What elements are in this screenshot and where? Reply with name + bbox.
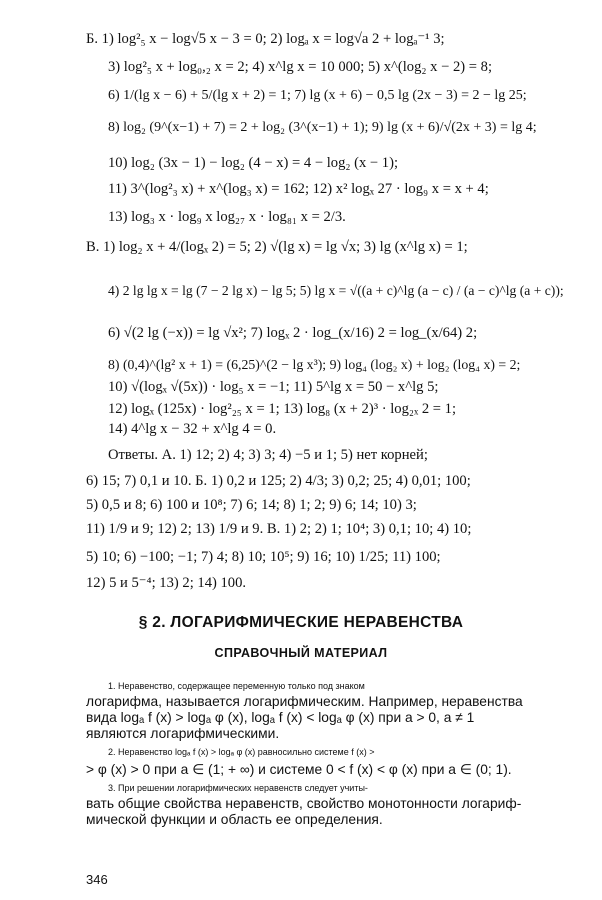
answers-line: 11) 1/9 и 9; 12) 2; 13) 1/9 и 9. В. 1) 2; 2) 1; 10⁴; 3) 0,1; 10; 4) 10; bbox=[86, 521, 472, 537]
body-text-line: мической функции и область ее определения. bbox=[86, 812, 383, 827]
section-subtitle: СПРАВОЧНЫЙ МАТЕРИАЛ bbox=[214, 646, 388, 660]
exercise-line: 11) 3^(log²₃ x) + x^(log₃ x) = 162; 12) x² logₓ 27 · log₉ x = x + 4; bbox=[108, 181, 489, 197]
body-text-line: 1. Неравенство, содержащее переменную только под знаком bbox=[108, 681, 365, 691]
exercise-line: 8) log₂ (9^(x−1) + 7) = 2 + log₂ (3^(x−1) + 1); 9) lg (x + 6)/√(2x + 3) = lg 4; bbox=[108, 120, 537, 135]
body-text-line: вать общие свойства неравенств, свойство монотонности логариф- bbox=[86, 796, 522, 811]
answers-line: 6) 15; 7) 0,1 и 10. Б. 1) 0,2 и 125; 2) 4/3; 3) 0,2; 25; 4) 0,01; 100; bbox=[86, 473, 471, 489]
exercise-line: В. 1) log₂ x + 4/(logₓ 2) = 5; 2) √(lg x) = lg √x; 3) lg (x^lg x) = 1; bbox=[86, 239, 468, 255]
body-text-line: > φ (x) > 0 при a ∈ (1; + ∞) и системе 0 < f (x) < φ (x) при a ∈ (0; 1). bbox=[86, 762, 512, 777]
exercise-line: 10) √(logₓ √(5x)) · log₅ x = −1; 11) 5^lg x = 50 − x^lg 5; bbox=[108, 379, 439, 395]
answers-line: 5) 0,5 и 8; 6) 100 и 10⁸; 7) 6; 14; 8) 1; 2; 9) 6; 14; 10) 3; bbox=[86, 497, 417, 513]
exercise-line: 6) √(2 lg (−x)) = lg √x²; 7) logₓ 2 · log_(x/16) 2 = log_(x/64) 2; bbox=[108, 325, 478, 341]
section-title: § 2. ЛОГАРИФМИЧЕСКИЕ НЕРАВЕНСТВА bbox=[138, 614, 464, 631]
exercise-line: 12) logₓ (125x) · log²₂₅ x = 1; 13) log₈ (x + 2)³ · log₂ₓ 2 = 1; bbox=[108, 401, 457, 417]
exercise-line: 4) 2 lg lg x = lg (7 − 2 lg x) − lg 5; 5) lg x = √((a + c)^lg (a − c) / (a − c)^lg (a + c)); bbox=[108, 283, 564, 298]
answers-line: 5) 10; 6) −100; −1; 7) 4; 8) 10; 10⁵; 9) 16; 10) 1/25; 11) 100; bbox=[86, 549, 441, 565]
body-text-line: логарифма, называется логарифмическим. Например, неравенства bbox=[86, 694, 523, 709]
body-text-line: 2. Неравенство logₐ f (x) > logₐ φ (x) равносильно системе f (x) > bbox=[108, 747, 375, 757]
page-number: 346 bbox=[86, 872, 108, 887]
exercise-line: 14) 4^lg x − 32 + x^lg 4 = 0. bbox=[108, 421, 277, 437]
exercise-line: 8) (0,4)^(lg² x + 1) = (6,25)^(2 − lg x³); 9) log₄ (log₂ x) + log₂ (log₄ x) = 2; bbox=[108, 357, 521, 372]
answers-line: Ответы. А. 1) 12; 2) 4; 3) 3; 4) −5 и 1; 5) нет корней; bbox=[108, 447, 428, 463]
answers-line: 12) 5 и 5⁻⁴; 13) 2; 14) 100. bbox=[86, 575, 247, 591]
exercise-line: 6) 1/(lg x − 6) + 5/(lg x + 2) = 1; 7) lg (x + 6) − 0,5 lg (2x − 3) = 2 − lg 25; bbox=[108, 88, 527, 103]
exercise-line: 3) log²₅ x + log₀,₂ x = 2; 4) x^lg x = 10 000; 5) x^(log₂ x − 2) = 8; bbox=[108, 59, 492, 75]
exercise-line: 10) log₂ (3x − 1) − log₂ (4 − x) = 4 − log₂ (x − 1); bbox=[108, 155, 399, 171]
body-text-line: 3. При решении логарифмических неравенств следует учиты- bbox=[108, 783, 368, 793]
body-text-line: вида logₐ f (x) > logₐ φ (x), logₐ f (x) < logₐ φ (x) при a > 0, a ≠ 1 bbox=[86, 710, 475, 725]
exercise-line: Б. 1) log²₅ x − log√5 x − 3 = 0; 2) logₐ x = log√a 2 + logₐ⁻¹ 3; bbox=[86, 31, 445, 47]
exercise-line: 13) log₃ x · log₉ x log₂₇ x · log₈₁ x = 2/3. bbox=[108, 209, 346, 225]
body-text-line: являются логарифмическими. bbox=[86, 726, 280, 741]
